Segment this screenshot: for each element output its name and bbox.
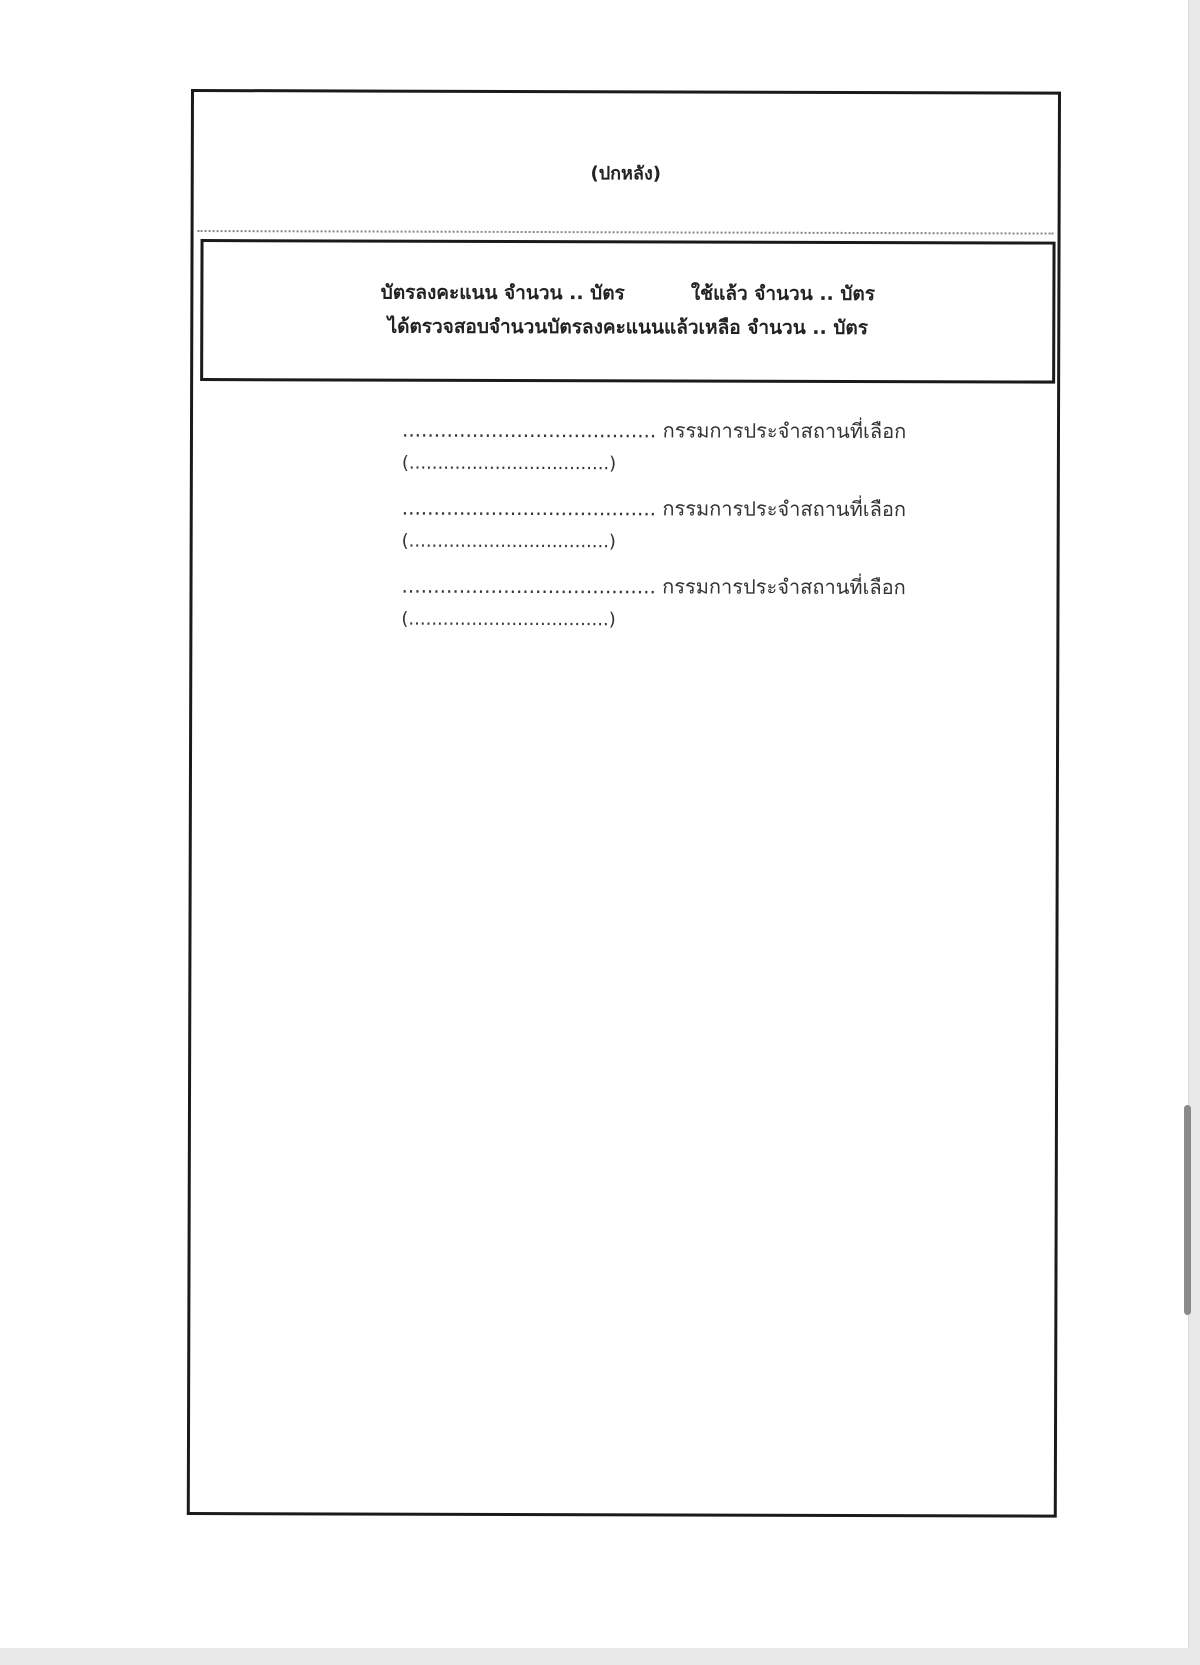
ballot-count-line-1: บัตรลงคะแนน จำนวน .. บัตร ใช้แล้ว จำนวน .. บัตร	[380, 281, 876, 306]
signature-block	[401, 414, 906, 649]
cover-title: (ปกหลัง)	[590, 163, 662, 185]
signature-line-3: ........................................ กรรมการประจำสถานที่เลือก	[401, 573, 906, 600]
signature-line-2: ........................................ กรรมการประจำสถานที่เลือก	[401, 495, 907, 522]
ballot-count-box	[200, 239, 1055, 384]
signature-name-2: (...................................)	[401, 530, 617, 553]
dotted-separator	[198, 230, 1054, 235]
outer-frame	[187, 89, 1061, 1518]
vertical-scrollbar[interactable]	[1184, 1105, 1191, 1315]
signature-name-3: (...................................)	[401, 608, 616, 631]
signature-line-1: ........................................ กรรมการประจำสถานที่เลือก	[401, 417, 907, 444]
ballot-count-line-2: ได้ตรวจสอบจำนวนบัตรลงคะแนนแล้วเหลือ จำนวน .. บัตร	[387, 315, 869, 340]
signature-name-1: (...................................)	[401, 452, 617, 475]
